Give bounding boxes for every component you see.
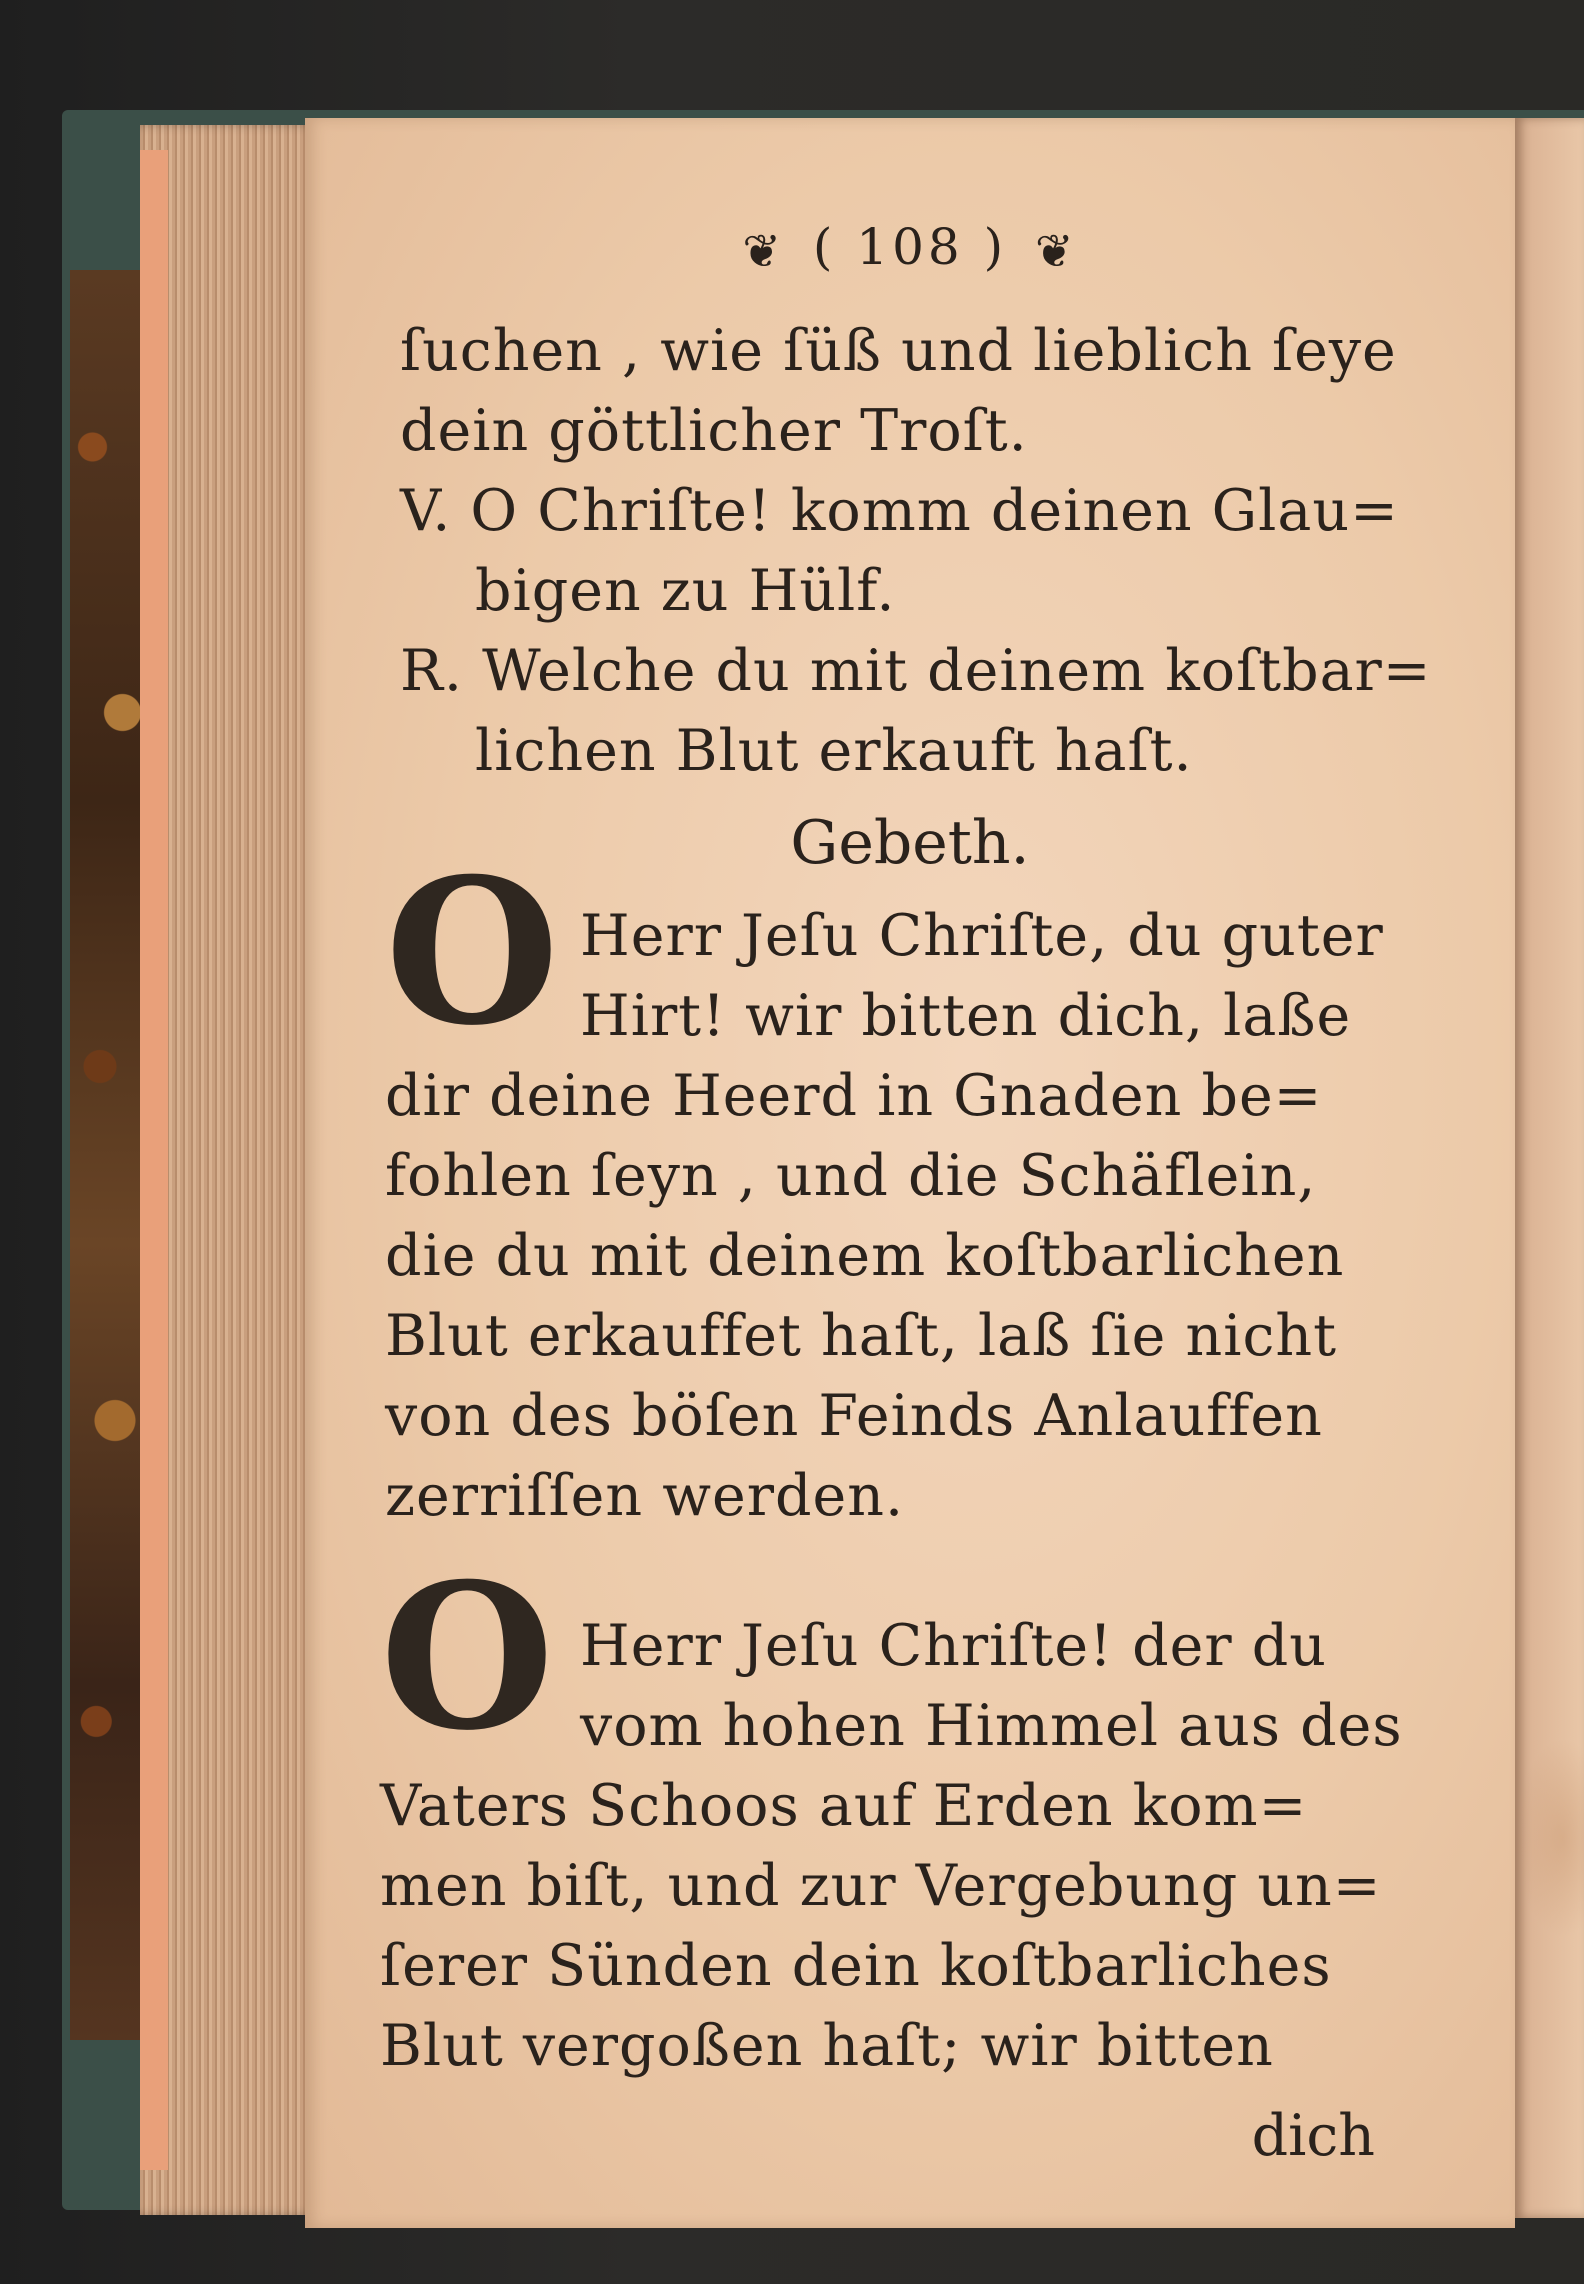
left-ornament-icon: ❦: [742, 224, 785, 278]
page-header: [305, 218, 1515, 278]
text-line: lichen Blut erkauft haſt.: [475, 718, 1193, 784]
prayer-line: ſerer Sünden dein koſtbarliches: [380, 1933, 1332, 1999]
right-ornament-icon: ❦: [1035, 224, 1078, 278]
prayer-line: dir deine Heerd in Gnaden be=: [385, 1063, 1323, 1129]
prayer-line: Hirt! wir bitten dich, laße: [580, 983, 1352, 1049]
prayer-line: Herr Jeſu Chriſte, du guter: [580, 903, 1384, 969]
versicle-line: V. O Chriſte! komm deinen Glau=: [400, 478, 1399, 544]
prayer-line: Herr Jeſu Chriſte! der du: [580, 1613, 1327, 1679]
page-text: [305, 118, 1515, 2228]
prayer-line: zerriſſen werden.: [385, 1463, 905, 1529]
prayer-line: die du mit deinem koſtbarlichen: [385, 1223, 1345, 1289]
prayer-line: Vaters Schoos auf Erden kom=: [380, 1773, 1308, 1839]
text-line: ſuchen , wie ſüß und lieblich ſeye: [400, 318, 1397, 384]
response-line: R. Welche du mit deinem koſtbar=: [400, 638, 1432, 704]
prayer-line: vom hohen Himmel aus des: [580, 1693, 1403, 1759]
text-line: bigen zu Hülf.: [475, 558, 896, 624]
section-heading: Gebeth.: [790, 808, 1030, 878]
text-line: dein göttlicher Troſt.: [400, 398, 1028, 464]
prayer-line: fohlen ſeyn , und die Schäflein,: [385, 1143, 1317, 1209]
prayer-line: Blut erkauffet haſt, laß ſie nicht: [385, 1303, 1338, 1369]
marbled-cover-edge: [70, 270, 145, 2040]
prayer-line: Blut vergoßen haſt; wir bitten: [380, 2013, 1274, 2079]
prayer-line: men biſt, und zur Vergebung un=: [380, 1853, 1382, 1919]
prayer-line: von des böſen Feinds Anlauffen: [385, 1383, 1323, 1449]
page-number: ( 108 ): [812, 218, 1008, 276]
page-edge-tint: [140, 150, 168, 2170]
drop-cap: O: [385, 835, 560, 1070]
drop-cap: O: [380, 1540, 555, 1775]
catchword: dich: [1251, 2103, 1375, 2169]
book-page: [305, 118, 1515, 2228]
